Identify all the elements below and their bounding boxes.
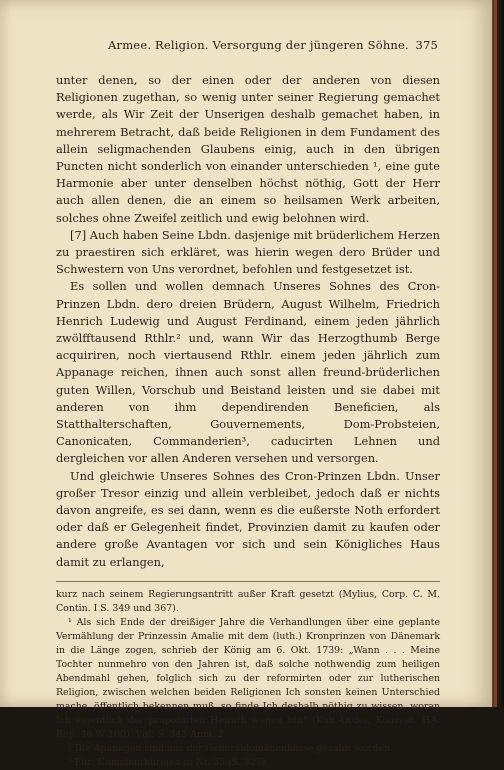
book-spine-edge bbox=[492, 0, 504, 707]
paragraph-1: unter denen, so der einen oder der anderen von diesen Religionen zugethan, so wenig unter seiner Regierung gemachet werde, als Wir Zeit der Unserigen deshalb gemachet haben, in mehrerem Betracht, daß beide Religionen in dem Fundament des allein seligmachenden Glaubens einig, auch in den übrigen Puncten nicht sonderlich von einander unterschieden ¹, eine gute Harmonie aber unter denselben höchst nöthig, Gott der Herr auch allen denen, die an einem so heilsamen Werk arbeiten, solches ohne Zweifel zeitlich und ewig belohnen wird. bbox=[56, 73, 440, 225]
footnotes bbox=[56, 588, 440, 770]
page-content bbox=[56, 38, 440, 770]
paragraph-2: [7] Auch haben Seine Lbdn. dasjenige mit brüderlichem Herzen zu praestiren sich erkläret, was hierin wegen dero Brüder und Schwestern von Uns verordnet, befohlen und festgesetzet ist. bbox=[56, 227, 440, 277]
footnote-2: ² Die Apanagen sind aus der Generaldomänenkasse gezahlt worden. bbox=[68, 742, 394, 754]
paragraph-3: Es sollen und wollen demnach Unseres Sohnes des Cron-Prinzen Lbdn. dero dreien Brüdern, August Wilhelm, Friedrich Henrich Ludewig und August Ferdinand, einem jeden jährlich zwölfftausend Rthlr.² und, wann Wir das Herzogthumb Berge acquiriren, noch viertausend Rthlr. einem jeden jährlich zum Appanage reichen, ihnen auch sonst allen freund-brüderlichen guten Willen, Vorschub und Beistand leisten und sie dabei mit anderen von ihm dependirenden Beneficien, als Statthalterschaften, Gouvernements, Dom-Probsteien, Canonicaten, Commanderien³, caducirten Lehnen und dergleichen vor allen Anderen versehen und versorgen. bbox=[56, 279, 440, 466]
footnote-continuation: kurz nach seinem Regierungsantritt außer Kraft gesetzt (Mylius, Corp. C. M. Contin. I S. 349 und 367). bbox=[56, 588, 440, 614]
running-head bbox=[56, 38, 440, 56]
binding-stripe bbox=[494, 0, 497, 707]
paragraph-4: Und gleichwie Unseres Sohnes des Cron-Prinzen Lbdn. Unser großer Tresor einzig und allein verbleibet, jedoch daß er nichts davon angreife, es sei dann, wenn es die eußerste Noth erfordert oder daß er Gelegenheit findet, Provinzien damit zu kaufen oder andere große Avantagen vor sich und sein Königliches Haus damit zu erlangen, bbox=[56, 468, 440, 569]
footnote-3: ³ Für: Commenthureien in Nr. 35 (S. 327). bbox=[68, 756, 269, 768]
footnote-1: ¹ Als sich Ende der dreißiger Jahre die Verhandlungen über eine geplante Vermählung der Prinzessin Amalie mit dem (luth.) Kronprinzen von Dänemark in die Länge zogen, schrieb der König am 6. Okt. 1739: „Wann . . . Meine Tochter nunmehro von den Jahren ist, daß solche nothwendig zum heiligen Abendmahl gehen, folglich sich zu der reformirten oder zur lutherischen Religion, zwischen welchen beiden Religionen Ich sonsten keinen Unterschied mache, öffentlich bekennen muß, so finde Ich deshalb nöthig zu wissen, woran Ich eigentlich der proponirten Heirath wegen bin“ (Kab.-Order, Konzept. HA. Rep. 46 W 100). Vgl. S. 345 Anm. 2. bbox=[56, 616, 440, 740]
main-text bbox=[56, 72, 440, 571]
footnote-divider bbox=[56, 581, 440, 582]
page-number: 375 bbox=[415, 38, 438, 52]
running-head-title: Armee. Religion. Versorgung der jüngeren Söhne. bbox=[108, 38, 409, 52]
